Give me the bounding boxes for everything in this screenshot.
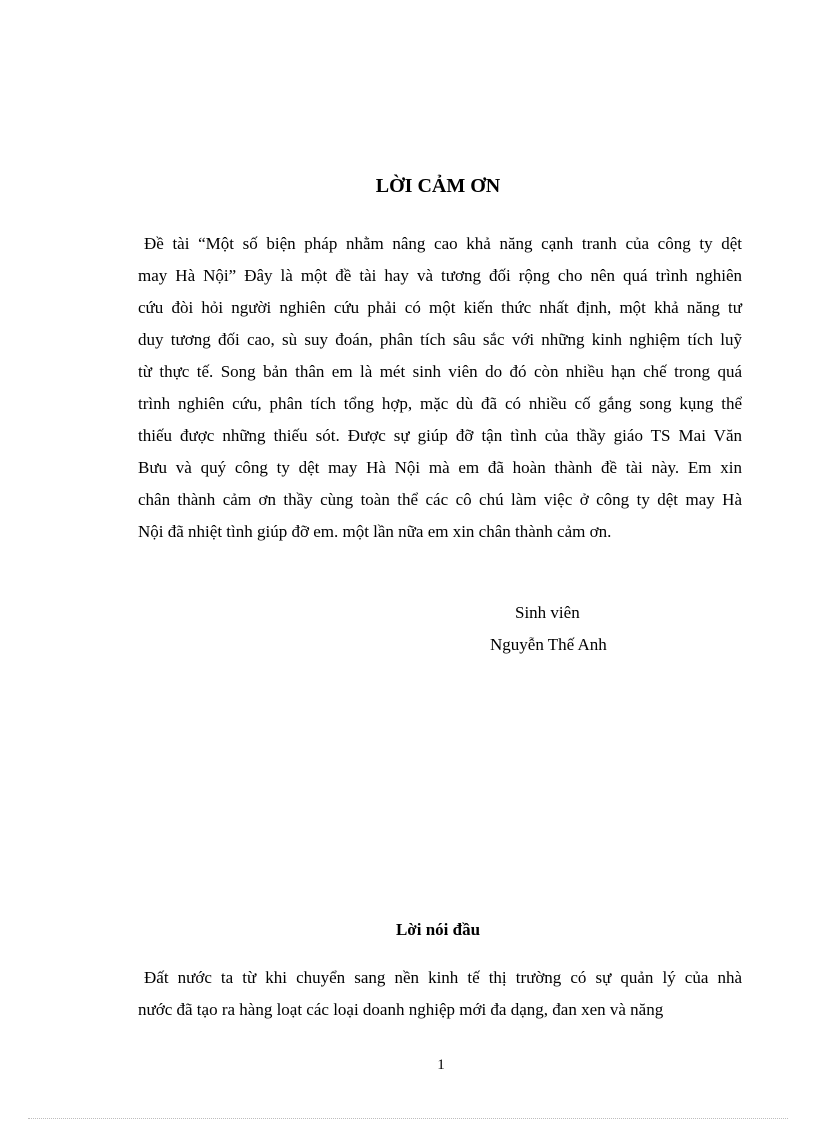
thanks-title: LỜI CẢM ƠN <box>375 175 501 197</box>
paragraph-line: Bưu và quý công ty dệt may Hà Nội mà em đã hoàn thành đề tài này. Em xin <box>138 458 742 477</box>
paragraph-line: nước đã tạo ra hàng loạt các loại doanh nghiệp mới đa dạng, đan xen và năng <box>138 1000 664 1019</box>
thanks-paragraph <box>138 228 742 548</box>
paragraph-line: Nội đã nhiệt tình giúp đỡ em. một lần nữa em xin chân thành cảm ơn. <box>138 522 612 541</box>
paragraph-line: duy tương đối cao, sù suy đoán, phân tích sâu sắc với những kinh nghiệm tích luỹ <box>138 330 742 349</box>
page-number: 1 <box>437 1057 445 1073</box>
paragraph-line: trình nghiên cứu, phân tích tổng hợp, mặc dù đã có nhiều cố gắng song kụng thể <box>138 394 742 413</box>
paragraph-line: Đề tài “Một số biện pháp nhằm nâng cao khả năng cạnh tranh của công ty dệt <box>144 234 742 253</box>
preface-paragraph <box>138 962 742 1026</box>
signature-role: Sinh viên <box>515 603 580 622</box>
signature-name: Nguyễn Thế Anh <box>490 635 607 654</box>
paragraph-line: thiếu được những thiếu sót. Được sự giúp đỡ tận tình của thầy giáo TS Mai Văn <box>138 426 742 445</box>
preface-title: Lời nói đầu <box>395 920 481 939</box>
paragraph-line: Đất nước ta từ khi chuyển sang nền kinh tế thị trường có sự quản lý của nhà <box>144 968 742 987</box>
paragraph-line: cứu đòi hỏi người nghiên cứu phải có một kiến thức nhất định, một khả năng tư <box>138 298 742 317</box>
paragraph-line: từ thực tế. Song bản thân em là mét sinh viên do đó còn nhiều hạn chế trong quá <box>138 362 742 381</box>
paragraph-line: chân thành cảm ơn thầy cùng toàn thể các cô chú làm việc ở công ty dệt may Hà <box>138 490 742 509</box>
paragraph-line: may Hà Nội” Đây là một đề tài hay và tương đối rộng cho nên quá trình nghiên <box>138 266 742 285</box>
footer-divider <box>28 1118 788 1119</box>
